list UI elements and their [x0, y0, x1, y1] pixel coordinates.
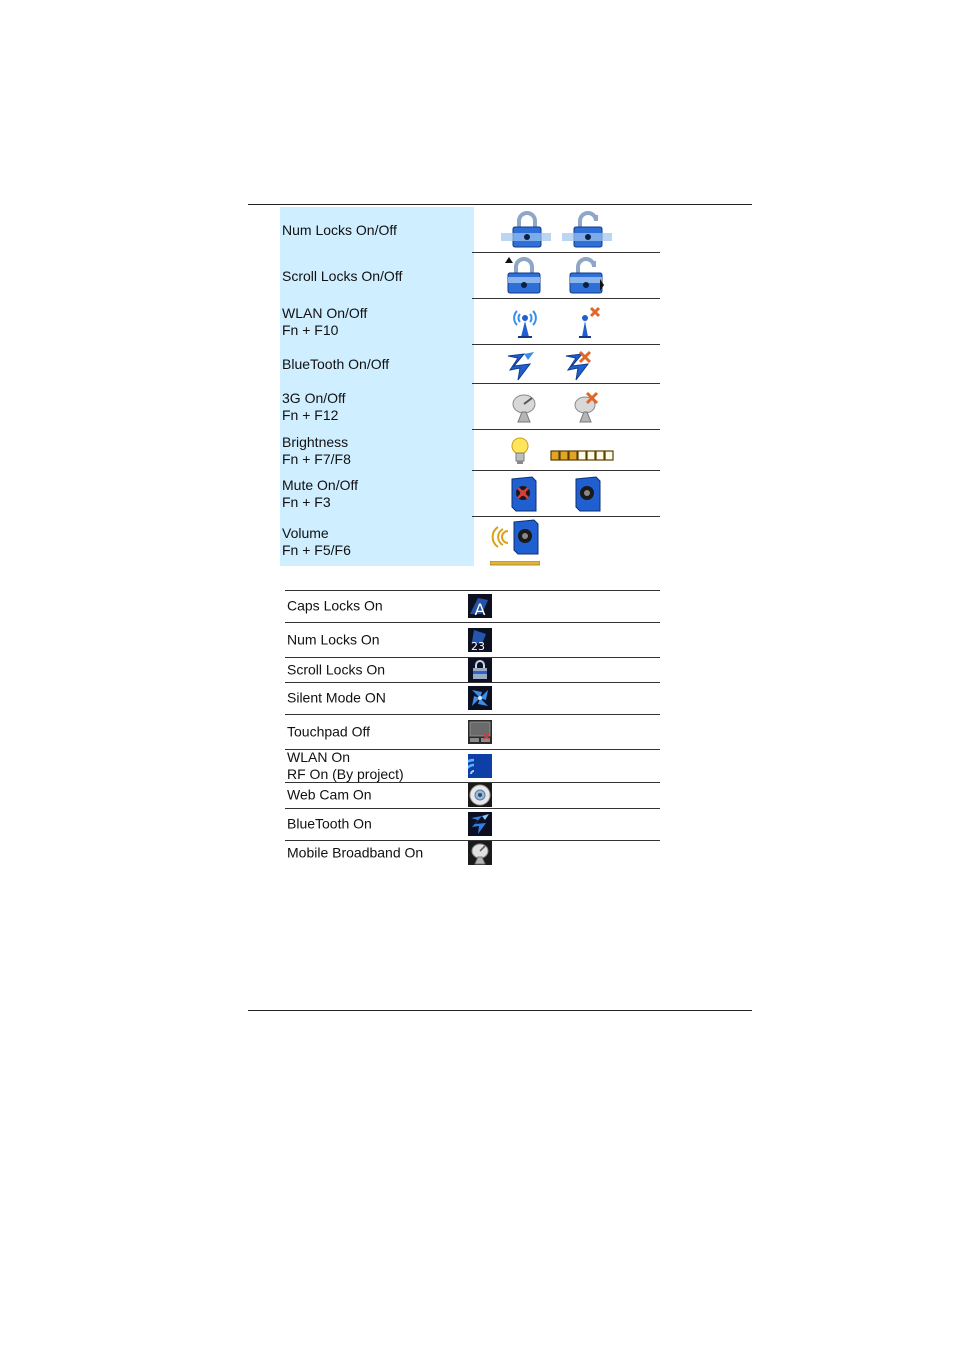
status-label: BlueTooth On	[287, 815, 372, 832]
status-row-webcam	[285, 782, 660, 809]
status-row-silent-mode	[285, 682, 660, 715]
wlan-off-icon	[572, 305, 602, 339]
brightness-segment	[560, 451, 568, 460]
osd-label	[280, 471, 474, 517]
status-row-touchpad	[285, 714, 660, 750]
status-row-bluetooth	[285, 808, 660, 841]
status-row-caps-lock	[285, 590, 660, 623]
osd-label-line: Scroll Locks On/Off	[282, 267, 403, 284]
mute-off-speaker-icon	[572, 475, 604, 513]
osd-label-line: Fn + F12	[282, 407, 339, 423]
osd-label-line: Num Locks On/Off	[282, 221, 397, 238]
scroll-lock-on-icon	[502, 255, 546, 297]
osd-label-line: Fn + F10	[282, 322, 339, 338]
caps-lock-icon	[468, 594, 492, 618]
mute-on-speaker-icon	[508, 475, 540, 513]
osd-label	[280, 517, 474, 566]
osd-label-line: Fn + F5/F6	[282, 541, 351, 558]
osd-label-line: Brightness	[282, 433, 349, 450]
num-lock-on-icon	[497, 209, 555, 251]
brightness-segment	[596, 451, 604, 460]
osd-label-line: Fn + F3	[282, 494, 331, 510]
mobile-broadband-icon	[468, 841, 492, 865]
status-row-mobile-broadband	[285, 840, 660, 865]
osd-label-line: Volume	[282, 524, 329, 541]
osd-row-mute	[280, 471, 660, 517]
status-label-line: RF On (By project)	[287, 765, 404, 782]
bluetooth-off-icon	[562, 348, 596, 382]
osd-row-scroll-lock	[280, 253, 660, 299]
osd-label-line: BlueTooth On/Off	[282, 356, 390, 372]
volume-level-bar	[490, 561, 540, 566]
status-row-wlan-rf	[285, 749, 660, 783]
brightness-segment	[605, 451, 613, 460]
osd-label	[280, 299, 474, 345]
osd-row-num-lock	[280, 207, 660, 253]
touchpad-off-icon	[468, 720, 492, 744]
status-label: Caps Locks On	[287, 597, 383, 614]
osd-label-line: 3G On/Off	[282, 390, 346, 406]
scroll-lock-icon	[468, 658, 492, 682]
volume-speaker-icon	[490, 519, 546, 555]
status-label: Web Cam On	[287, 786, 372, 803]
status-label: Scroll Locks On	[287, 661, 386, 677]
num-glyph: 23	[471, 639, 485, 652]
status-label-line: WLAN On	[287, 748, 351, 765]
osd-label	[280, 384, 474, 430]
wlan-on-icon	[510, 305, 540, 339]
top-rule	[248, 204, 752, 205]
status-label: Silent Mode ON	[287, 689, 386, 706]
brightness-segment	[551, 451, 559, 460]
wlan-rf-icon	[468, 754, 492, 778]
3g-off-icon	[572, 390, 602, 424]
bluetooth-icon	[468, 812, 492, 836]
osd-label	[280, 207, 474, 253]
osd-row-volume	[280, 517, 660, 566]
status-row-scroll-lock	[285, 657, 660, 683]
osd-row-bluetooth	[280, 345, 660, 384]
status-label	[287, 749, 404, 783]
num-lock-icon	[468, 628, 492, 652]
num-lock-off-icon	[558, 209, 616, 251]
scroll-lock-off-icon	[564, 255, 608, 297]
osd-row-3g	[280, 384, 660, 430]
status-label: Mobile Broadband On	[287, 844, 424, 860]
brightness-level-bar	[550, 450, 614, 462]
osd-label-line: Mute On/Off	[282, 477, 358, 493]
caps-glyph: A	[474, 600, 486, 618]
brightness-segment	[569, 451, 577, 460]
silent-mode-icon	[468, 686, 492, 710]
brightness-bulb-icon	[510, 436, 530, 466]
brightness-segment	[578, 451, 586, 460]
osd-row-brightness	[280, 430, 660, 471]
osd-label	[280, 253, 474, 299]
status-label: Num Locks On	[287, 631, 380, 647]
osd-label-line: WLAN On/Off	[282, 305, 368, 321]
webcam-icon	[468, 783, 492, 807]
bottom-rule	[248, 1010, 752, 1011]
osd-label	[280, 345, 474, 384]
bluetooth-on-icon	[504, 348, 538, 382]
osd-row-wlan	[280, 299, 660, 345]
osd-label	[280, 430, 474, 471]
osd-label-line: Fn + F7/F8	[282, 450, 351, 467]
3g-on-icon	[510, 392, 540, 424]
status-row-num-lock	[285, 622, 660, 658]
brightness-segment	[587, 451, 595, 460]
status-label: Touchpad Off	[287, 723, 371, 739]
